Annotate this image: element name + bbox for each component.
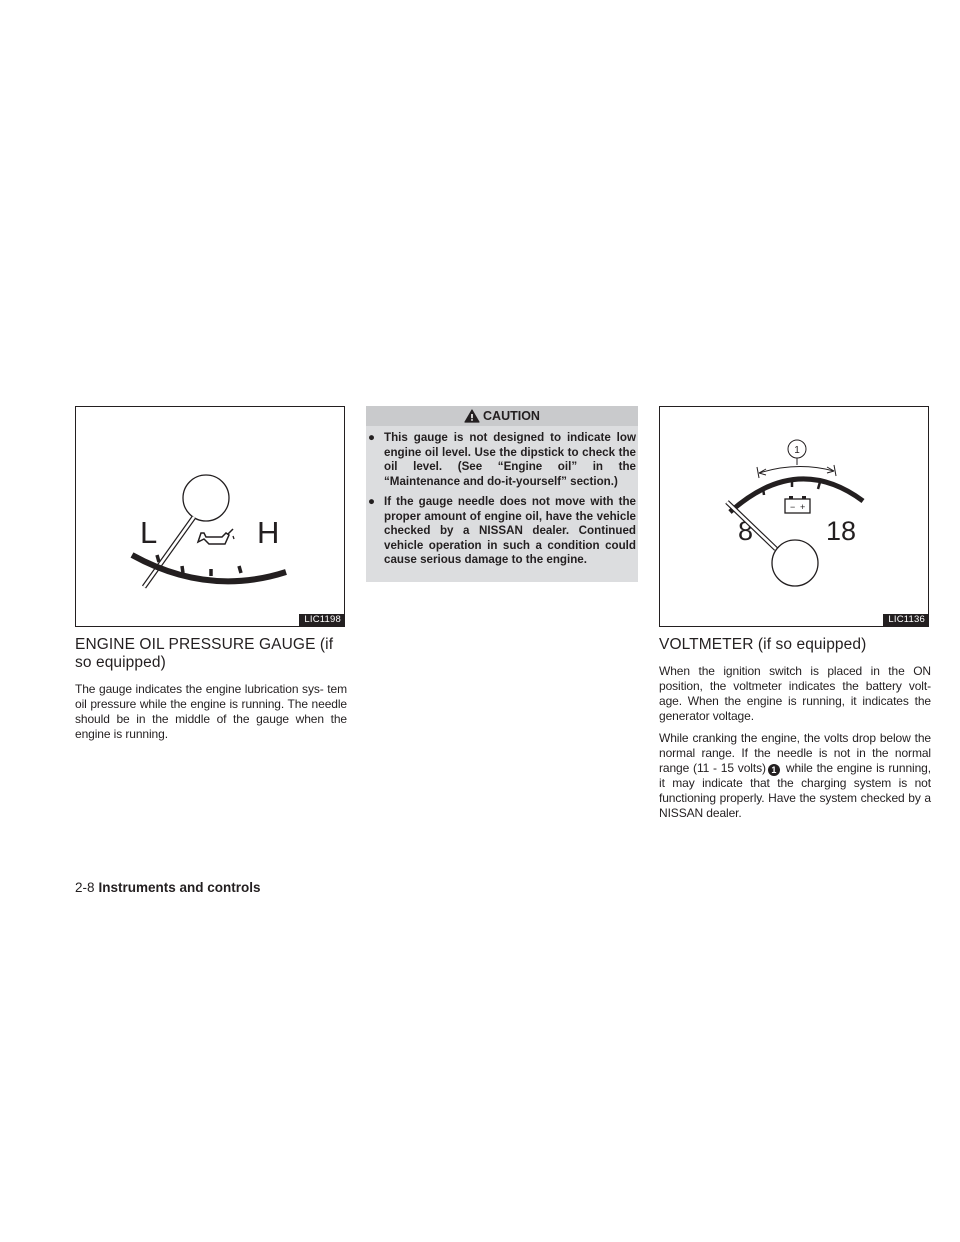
oil-pressure-heading: ENGINE OIL PRESSURE GAUGE (if so equipped) [75,636,334,671]
oil-can-icon [198,529,234,544]
bullet-icon: ● [368,495,376,508]
caution-item-text: If the gauge needle does not move with the proper amount of engine oil, have the vehicle checked by a NISSAN dealer. Continued vehicle operation in such a condition could cause serious damage to the engine. [384,495,636,566]
gauge-high-label: 18 [826,516,857,546]
gauge-low-label: L [140,515,158,550]
oil-pressure-gauge-illustration [76,407,346,628]
warning-triangle-icon [464,409,480,423]
caution-item [366,495,638,568]
callout-number: 1 [794,445,800,456]
voltmeter-paragraph-2: While cranking the engine, the volts drop below the normal range. If the needle is not in the normal range (11 - 15 volts) 1 while the engine is running, it may indicate that the charging system is not functioning properly. Have the system checked by a NISSAN dealer. [659,731,931,820]
battery-icon [785,496,810,513]
gauge-low-label: 8 [738,516,754,546]
section-title: Instruments and controls [98,880,261,895]
figure-code: LIC1136 [883,614,928,626]
gauge-high-label: H [257,515,280,550]
caution-title-bar [366,406,638,426]
voltmeter-illustration [660,407,930,628]
voltmeter-paragraph-1: When the ignition switch is placed in the ON position, the voltmeter indicates the battery volt- age. When the engine is running, it indicates the generator voltage. [659,664,931,723]
bullet-icon: ● [368,431,376,444]
figure-code: LIC1198 [299,614,344,626]
page-number: 2-8 [75,880,95,895]
caution-list [366,431,638,568]
oil-pressure-paragraph: The gauge indicates the engine lubrication sys- tem oil pressure while the engine is running. The needle should be in the middle of the gauge when the engine is running. [75,682,347,741]
oil-pressure-column [75,406,347,749]
voltmeter-figure [659,406,929,627]
caution-column [366,406,638,582]
page-footer [75,880,261,895]
caution-item [366,431,638,489]
svg-text:+: + [800,502,806,512]
callout-number-icon: 1 [768,764,780,776]
caution-item-text: This gauge is not designed to indicate low engine oil level. Use the dipstick to check the oil level. (See “Engine oil” in the “Maintenance and do-it-yourself” section.) [384,431,636,488]
voltmeter-column [659,406,931,828]
svg-text:−: − [790,502,796,512]
voltmeter-heading: VOLTMETER (if so equipped) [659,636,867,653]
caution-title: CAUTION [483,409,540,423]
oil-pressure-gauge-figure [75,406,345,627]
caution-box [366,406,638,582]
